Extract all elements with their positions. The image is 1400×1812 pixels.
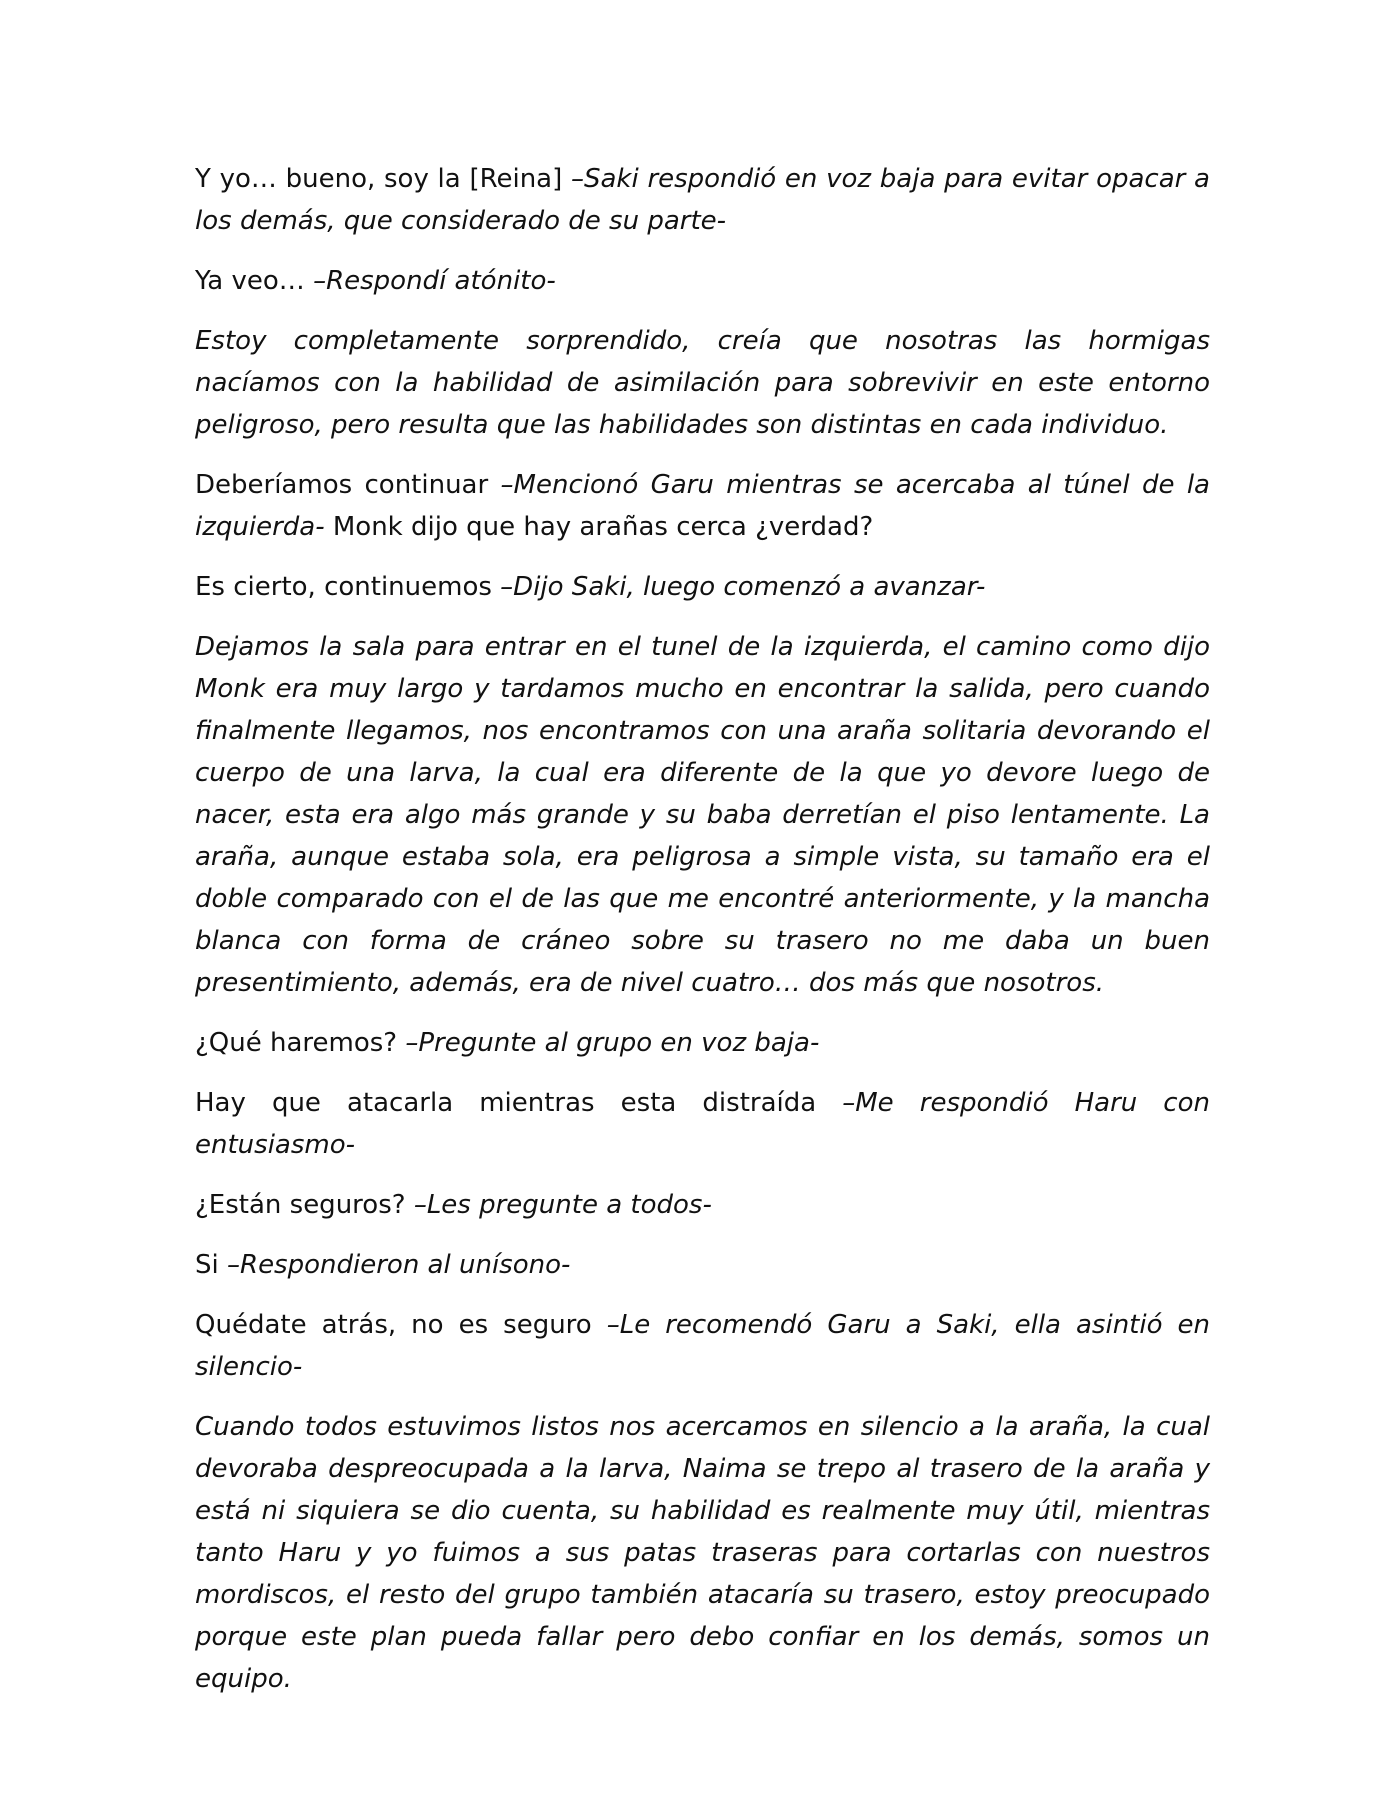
paragraph xyxy=(195,1406,1210,1700)
paragraph xyxy=(195,1244,1210,1286)
dialogue-text: Y yo… bueno, soy la [Reina] xyxy=(195,164,571,194)
paragraph xyxy=(195,626,1210,1004)
narration-text: –Les pregunte a todos- xyxy=(413,1190,712,1220)
dialogue-text: ¿Están seguros? xyxy=(195,1190,414,1220)
paragraph xyxy=(195,464,1210,548)
paragraph xyxy=(195,320,1210,446)
narration-text: –Pregunte al grupo en voz baja- xyxy=(405,1028,820,1058)
dialogue-text: Si xyxy=(195,1250,227,1280)
dialogue-text: Hay que atacarla mientras esta distraída xyxy=(195,1088,843,1118)
narration-text: Estoy completamente sorprendido, creía que nosotras las hormigas nacíamos con la habilidad de asimilación para sobrevivir en este entorno peligroso, pero resulta que las habilidades son distintas en cada individuo. xyxy=(195,326,1210,440)
paragraph xyxy=(195,1184,1210,1226)
narration-text: –Dijo Saki, luego comenzó a avanzar- xyxy=(500,572,986,602)
paragraph xyxy=(195,260,1210,302)
narration-text: –Saki respondió en voz baja para evitar opacar a los demás, que considerado de su parte- xyxy=(195,164,1210,236)
narration-text: Cuando todos estuvimos listos nos acercamos en silencio a la araña, la cual devoraba despreocupada a la larva, Naima se trepo al trasero de la araña y está ni siquiera se dio cuenta, su habilidad es realmente muy útil, mientras tanto Haru y yo fuimos a sus patas traseras para cortarlas con nuestros mordiscos, el resto del grupo también atacaría su trasero, estoy preocupado porque este plan pueda fallar pero debo confiar en los demás, somos un equipo. xyxy=(195,1412,1210,1694)
dialogue-text: Ya veo… xyxy=(195,266,314,296)
dialogue-text: ¿Qué haremos? xyxy=(195,1028,406,1058)
dialogue-text: Quédate atrás, no es seguro xyxy=(195,1310,607,1340)
paragraph xyxy=(195,158,1210,242)
dialogue-text: Es cierto, continuemos xyxy=(195,572,501,602)
narration-text: Dejamos la sala para entrar en el tunel de la izquierda, el camino como dijo Monk era muy largo y tardamos mucho en encontrar la salida, pero cuando finalmente llegamos, nos encontramos con una araña solitaria devorando el cuerpo de una larva, la cual era diferente de la que yo devore luego de nacer, esta era algo más grande y su baba derretían el piso lentamente. La araña, aunque estaba sola, era peligrosa a simple vista, su tamaño era el doble comparado con el de las que me encontré anteriormente, y la mancha blanca con forma de cráneo sobre su trasero no me daba un buen presentimiento, además, era de nivel cuatro… dos más que nosotros. xyxy=(195,632,1210,998)
narration-text: –Mencionó Garu mientras se acercaba al túnel de la izquierda- xyxy=(195,470,1210,542)
dialogue-text: Deberíamos continuar xyxy=(195,470,501,500)
document-page xyxy=(195,158,1210,1718)
narration-text: –Respondieron al unísono- xyxy=(227,1250,571,1280)
narration-text: –Le recomendó Garu a Saki, ella asintió en silencio- xyxy=(195,1310,1211,1382)
narration-text: –Me respondió Haru con entusiasmo- xyxy=(195,1088,1210,1160)
paragraph xyxy=(195,566,1210,608)
paragraph xyxy=(195,1304,1210,1388)
dialogue-text: Monk dijo que hay arañas cerca ¿verdad? xyxy=(324,512,874,542)
paragraph xyxy=(195,1082,1210,1166)
narration-text: –Respondí atónito- xyxy=(313,266,556,296)
paragraph xyxy=(195,1022,1210,1064)
